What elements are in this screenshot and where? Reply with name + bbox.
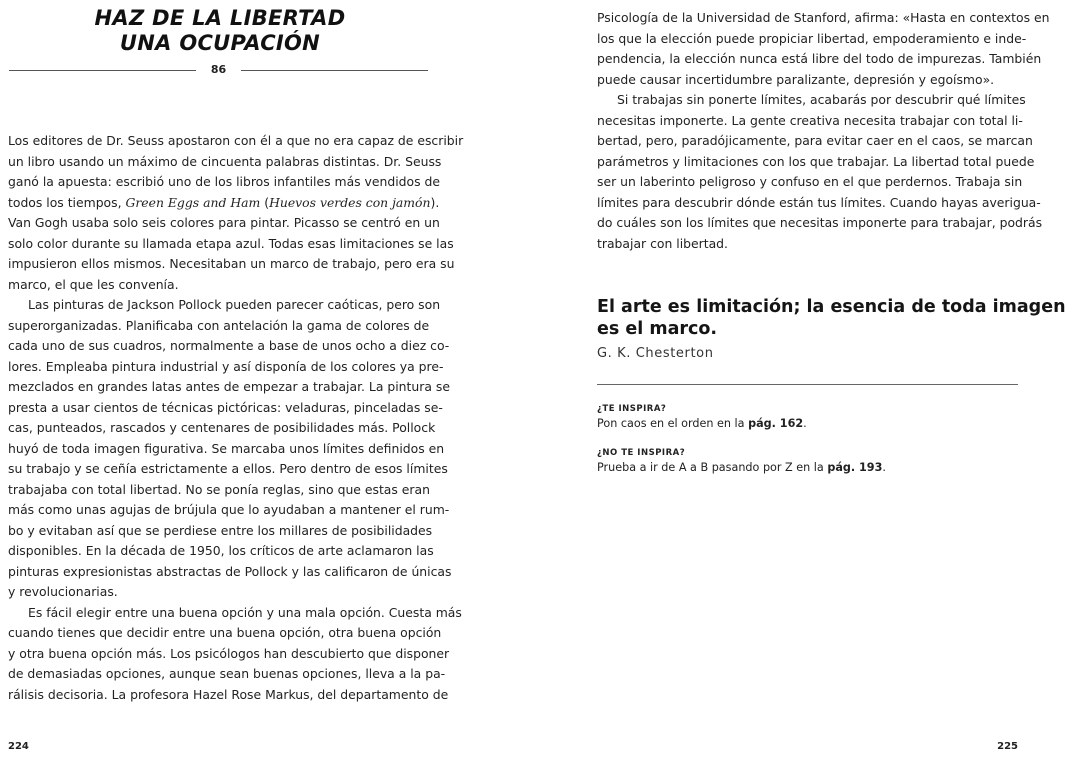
book-title-spanish: Huevos verdes con jamón [269, 194, 431, 210]
text-line: ser un laberinto peligroso y confuso en el que perdernos. Trabaja sin [597, 174, 1023, 189]
text-span: todos los tiempos, [8, 194, 126, 210]
inspires-box [597, 402, 1018, 431]
quote-author: G. K. Chesterton [597, 346, 714, 361]
text-line: Las pinturas de Jackson Pollock pueden parecer caóticas, pero son [28, 297, 441, 312]
quote-text [597, 296, 1066, 340]
text-line: cada uno de sus cuadros, normalmente a base de unos ocho a diez co- [8, 338, 450, 353]
page-reference: pág. 162 [748, 417, 804, 430]
chapter-title-line: HAZ DE LA LIBERTAD [94, 6, 346, 30]
text-line: cas, punteados, rascados y centenares de posibilidades más. Pollock [8, 420, 436, 435]
text-line: puede causar incertidumbre paralizante, depresión y egoísmo». [597, 71, 995, 87]
text-line: Van Gogh usaba solo seis colores para pintar. Picasso se centró en un [8, 215, 440, 230]
rule-line-right [241, 70, 428, 71]
not-inspires-label: ¿NO TE INSPIRA? [597, 448, 686, 458]
page-number-right: 225 [997, 741, 1018, 752]
text-line: superorganizadas. Planificaba con antelación la gama de colores de [8, 317, 430, 333]
text-line: mezclados en grandes latas antes de empezar a trabajar. La pintura se [8, 379, 450, 394]
chapter-number: 86 [210, 63, 227, 76]
right-body-text [597, 8, 1050, 254]
text-span: ). [430, 194, 440, 210]
text-line: y otra buena opción más. Los psicólogos han descubierto que disponer [8, 645, 450, 661]
text-line: cuando tienes que decidir entre una buena opción, otra buena opción [8, 625, 442, 640]
not-inspires-text [597, 460, 1018, 475]
text-span: . [803, 417, 807, 430]
text-line [8, 193, 440, 214]
text-line: Psicología de la Universidad de Stanford, afirma: «Hasta en contextos en [597, 10, 1050, 25]
inspires-text [597, 416, 1018, 431]
text-line: presta a usar cientos de técnicas pictóricas: veladuras, pinceladas se- [8, 399, 443, 415]
text-line: rálisis decisoria. La profesora Hazel Rose Markus, del departamento de [8, 686, 449, 702]
quote-line: El arte es limitación; la esencia de toda imagen [597, 297, 1066, 317]
divider [597, 384, 1018, 385]
text-line: lores. Empleaba pintura industrial y así disponía de los colores ya pre- [8, 358, 444, 374]
text-line: huyó de toda imagen figurativa. Se marcaba unos límites definidos en [8, 440, 445, 456]
text-line: do cuáles son los límites que necesitas imponerte para trabajar, podrás [597, 215, 1043, 230]
text-span: Prueba a ir de A a B pasando por Z en la [597, 461, 828, 474]
text-span: ( [260, 194, 270, 210]
text-line: Si trabajas sin ponerte límites, acabarás por descubrir qué límites [617, 92, 1026, 107]
pull-quote [597, 296, 1066, 361]
text-line: Es fácil elegir entre una buena opción y una mala opción. Cuesta más [28, 604, 462, 620]
left-body-text [8, 131, 464, 705]
text-line: límites para descubrir dónde están tus límites. Cuando hayas averigua- [597, 194, 1041, 210]
chapter-rule [9, 61, 428, 79]
text-line: más como unas agujas de brújula que lo ayudaban a mantener el rum- [8, 502, 450, 517]
inspires-label: ¿TE INSPIRA? [597, 404, 667, 414]
text-span: Pon caos en el orden en la [597, 417, 749, 430]
text-line: Los editores de Dr. Seuss apostaron con él a que no era capaz de escribir [8, 133, 464, 148]
text-line: de demasiadas opciones, aunque sean buenas opciones, lleva a la pa- [8, 666, 446, 681]
text-line: bertad, pero, paradójicamente, para evitar caer en el caos, se marcan [597, 133, 1033, 148]
text-line: bo y evitaban así que se perdiese entre los millares de posibilidades [8, 522, 433, 538]
text-line: pinturas expresionistas abstractas de Pollock y las calificaron de únicas [8, 563, 452, 579]
text-line: impusieron ellos mismos. Necesitaban un marco de trabajo, pero era su [8, 256, 455, 271]
text-line: y revolucionarias. [8, 584, 118, 599]
text-line: solo color durante su llamada etapa azul. Todas esas limitaciones se las [8, 235, 454, 251]
text-line: trabajar con libertad. [597, 235, 728, 251]
chapter-title-line: UNA OCUPACIÓN [119, 31, 321, 55]
right-page [512, 0, 1066, 762]
text-line: trabajaba con total libertad. No se ponía reglas, sino que estas eran [8, 481, 430, 497]
quote-line: es el marco. [597, 319, 718, 339]
text-line: necesitas imponerte. La gente creativa necesita trabajar con total li- [597, 112, 1023, 128]
text-line: disponibles. En la década de 1950, los críticos de arte aclamaron las [8, 543, 434, 558]
text-line: ganó la apuesta: escribió uno de los libros infantiles más vendidos de [8, 174, 440, 189]
not-inspires-box [597, 446, 1018, 475]
page-reference: pág. 193 [827, 461, 883, 474]
text-line: su trabajo y se ceñía estrictamente a ellos. Pero dentro de esos límites [8, 461, 448, 476]
book-title-english: Green Eggs and Ham [125, 194, 261, 210]
chapter-title [0, 6, 440, 56]
text-line: marco, el que les convenía. [8, 276, 179, 292]
text-line: los que la elección puede propiciar libertad, empoderamiento e inde- [597, 30, 1027, 46]
text-line: parámetros y limitaciones con los que trabajar. La libertad total puede [597, 153, 1035, 169]
text-line: un libro usando un máximo de cincuenta palabras distintas. Dr. Seuss [8, 153, 442, 169]
text-line: pendencia, la elección nunca está libre del todo de impurezas. También [597, 51, 1042, 66]
rule-line-left [9, 70, 196, 71]
text-span: . [882, 461, 886, 474]
left-page [0, 0, 512, 762]
page-number-left: 224 [8, 741, 29, 752]
